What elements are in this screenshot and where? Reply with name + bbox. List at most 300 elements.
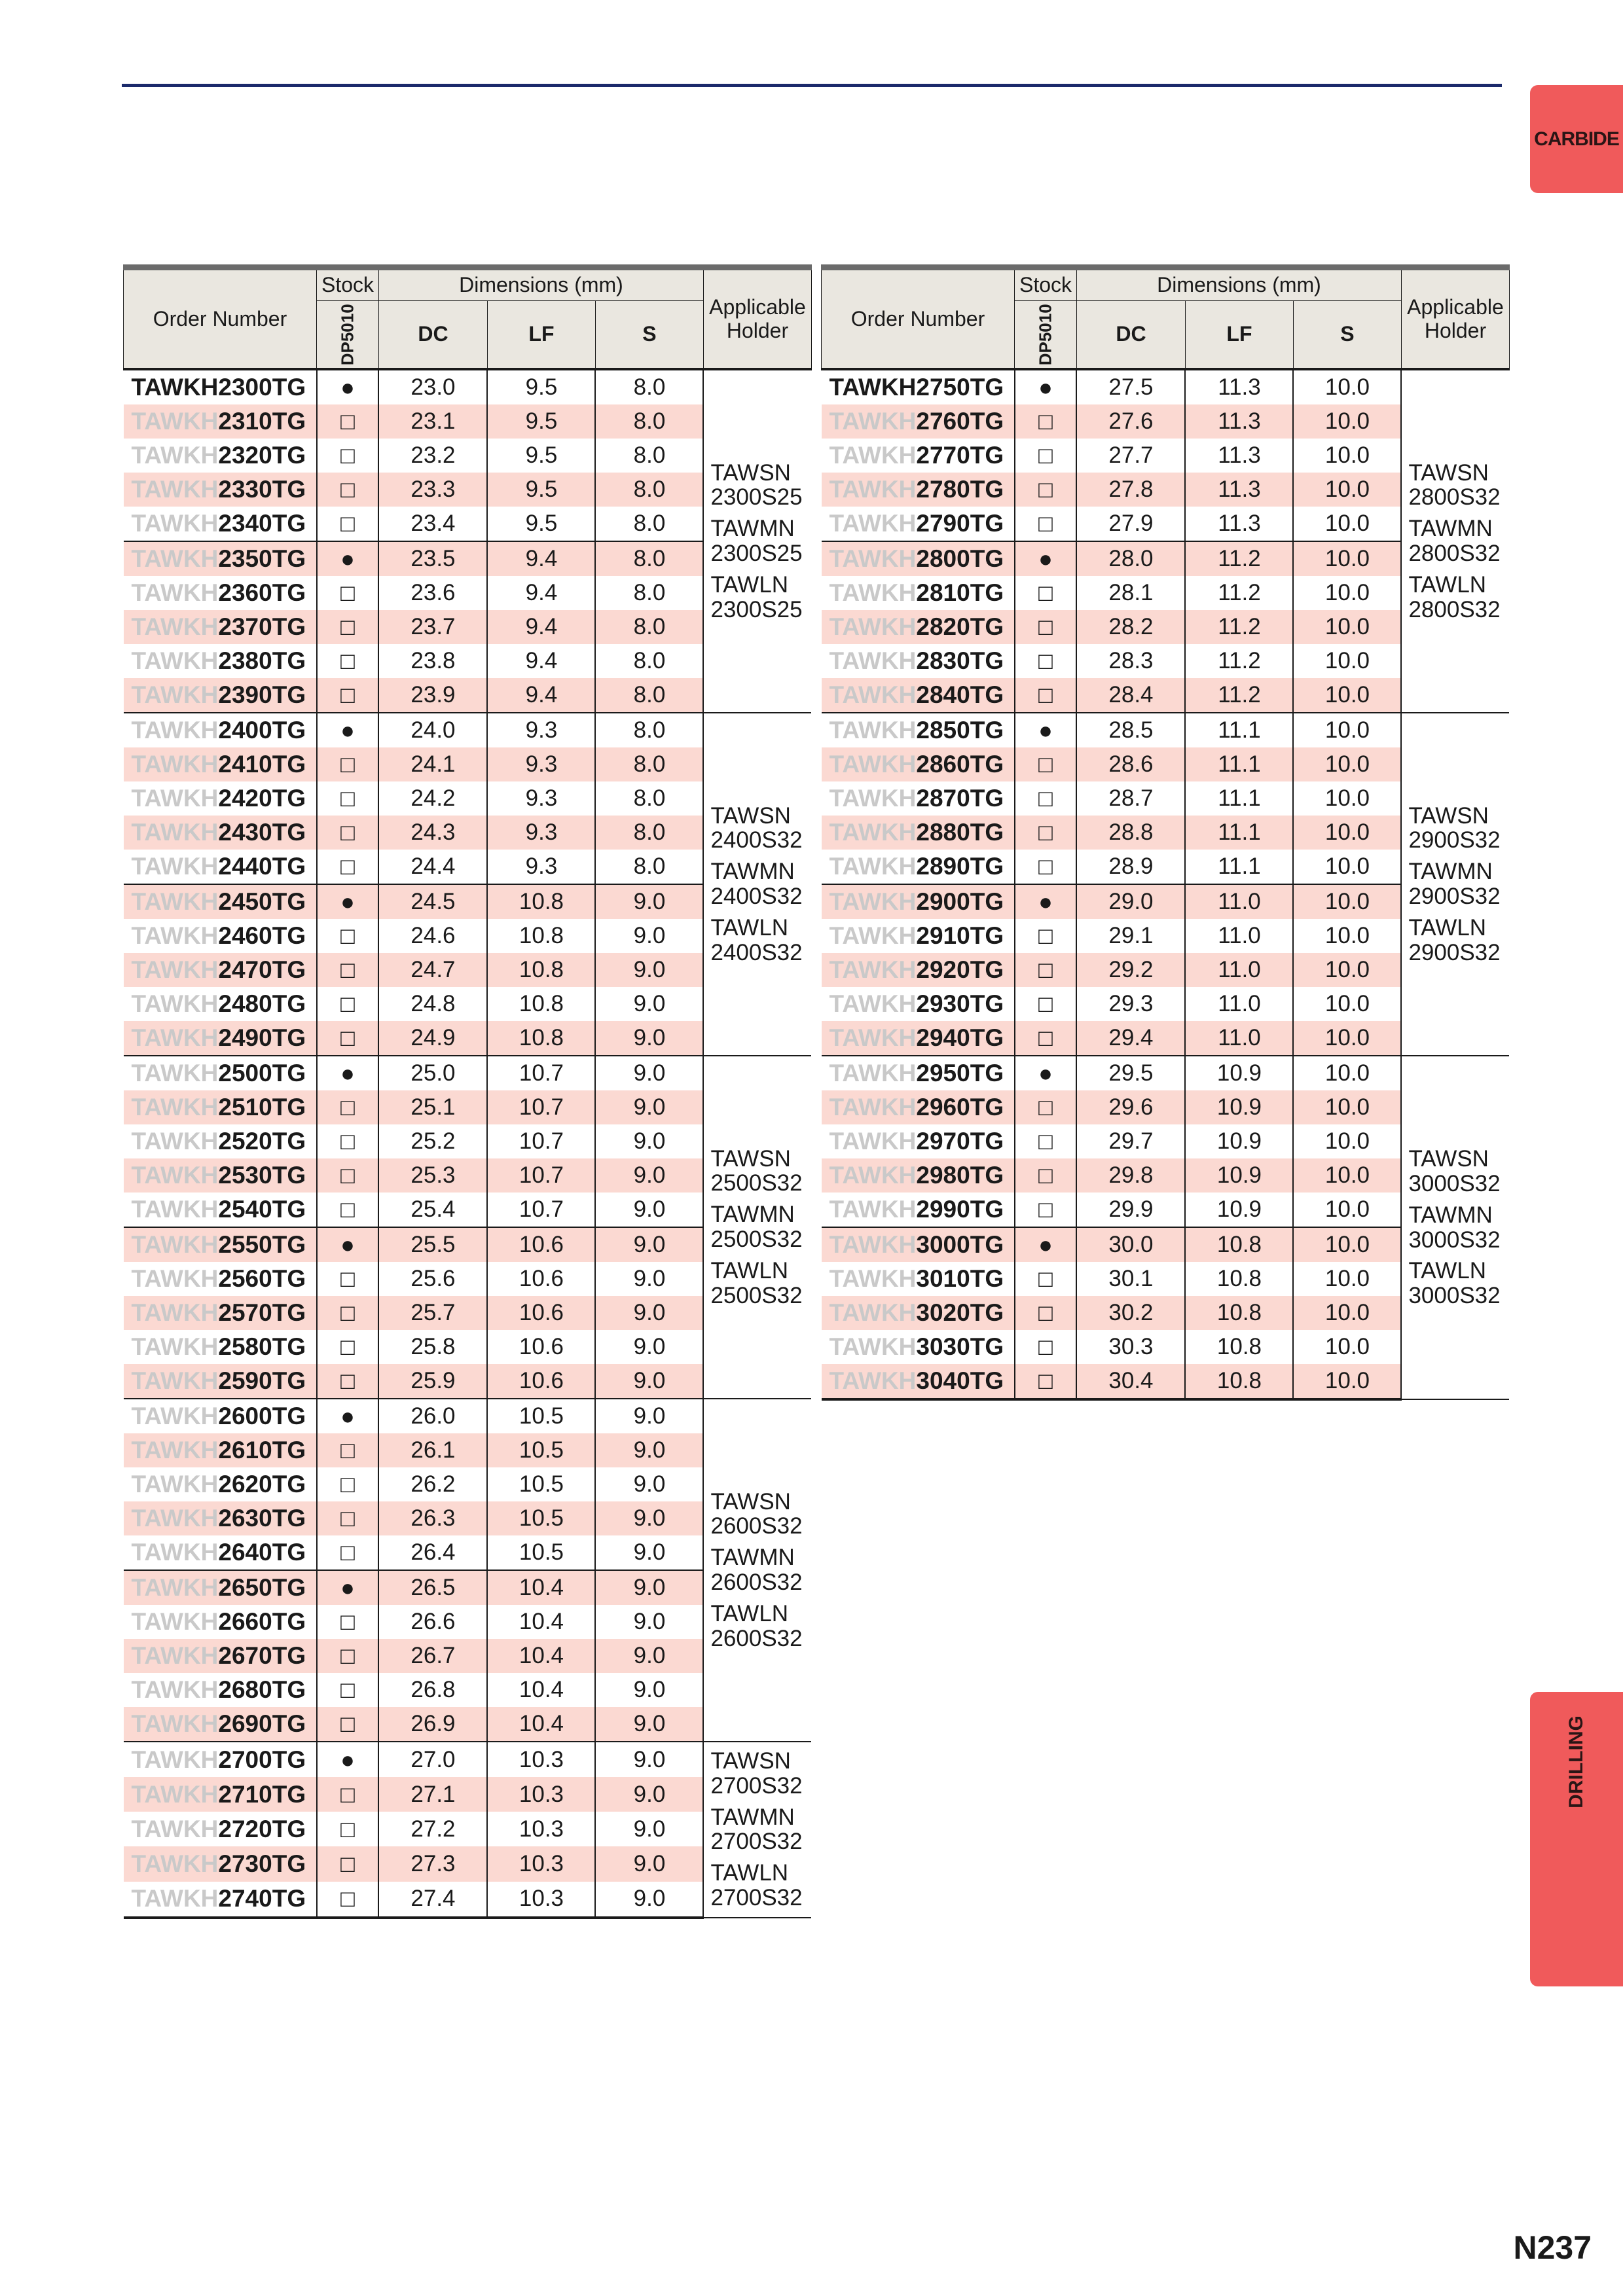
- order-suffix: 2490TG: [218, 1024, 306, 1051]
- right-table-body: [822, 369, 1510, 1399]
- stock-cell: □: [317, 1193, 379, 1227]
- order-prefix: TAWKH: [131, 579, 219, 606]
- lf-cell: 11.3: [1185, 369, 1293, 404]
- stock-cell: □: [317, 1467, 379, 1501]
- order-suffix: 2850TG: [916, 717, 1004, 744]
- stock-cell: □: [317, 439, 379, 473]
- dc-cell: 24.5: [378, 884, 487, 919]
- order-suffix: 2300TG: [218, 374, 306, 401]
- stock-cell: □: [317, 1812, 379, 1846]
- stock-cell: □: [317, 1296, 379, 1330]
- s-cell: 10.0: [1293, 850, 1401, 884]
- holder-name: TAWLN 2500S32: [710, 1257, 803, 1308]
- stock-cell: □: [317, 953, 379, 987]
- s-cell: 9.0: [595, 1296, 703, 1330]
- lf-cell: 10.6: [487, 1330, 595, 1364]
- order-prefix: TAWKH: [829, 819, 917, 846]
- stock-cell: □: [1015, 987, 1077, 1021]
- stock-cell: □: [317, 1707, 379, 1742]
- stock-cell: □: [1015, 1090, 1077, 1124]
- holder-name: TAWMN 2500S32: [710, 1202, 803, 1252]
- order-prefix: TAWKH: [829, 853, 917, 880]
- s-cell: 9.0: [595, 1124, 703, 1158]
- dc-cell: 26.8: [378, 1673, 487, 1707]
- s-cell: 10.0: [1293, 610, 1401, 644]
- order-number-cell: [124, 541, 317, 576]
- s-cell: 10.0: [1293, 1056, 1401, 1090]
- s-cell: 8.0: [595, 404, 703, 439]
- order-suffix: 2740TG: [218, 1885, 306, 1912]
- dc-cell: 25.6: [378, 1262, 487, 1296]
- s-cell: 9.0: [595, 1570, 703, 1605]
- holder-name: TAWLN 2400S32: [710, 914, 803, 965]
- lf-cell: 10.8: [487, 884, 595, 919]
- stock-cell: ●: [317, 1399, 379, 1433]
- order-suffix: 2870TG: [916, 785, 1004, 812]
- order-suffix: 2720TG: [218, 1815, 306, 1842]
- order-number-cell: [822, 1158, 1015, 1193]
- applicable-holder-cell: [703, 1056, 811, 1399]
- s-cell: 9.0: [595, 1262, 703, 1296]
- order-prefix: TAWKH: [829, 990, 917, 1017]
- order-suffix: 2500TG: [218, 1060, 306, 1086]
- order-prefix: TAWKH: [131, 1608, 219, 1635]
- lf-cell: 9.5: [487, 507, 595, 541]
- order-prefix: TAWKH: [829, 1094, 917, 1121]
- stock-cell: □: [317, 1090, 379, 1124]
- order-prefix: TAWKH: [829, 476, 917, 503]
- order-prefix: TAWKH: [131, 1676, 219, 1703]
- order-prefix: TAWKH: [131, 545, 219, 572]
- order-number-cell: [822, 953, 1015, 987]
- holder-name: TAWSN 2900S32: [1408, 802, 1501, 853]
- order-suffix: 2320TG: [218, 442, 306, 469]
- s-cell: 8.0: [595, 850, 703, 884]
- dc-cell: 24.3: [378, 816, 487, 850]
- order-prefix: TAWKH: [829, 1299, 917, 1326]
- lf-cell: 9.3: [487, 781, 595, 816]
- order-number-cell: [124, 1673, 317, 1707]
- lf-header: LF: [1185, 301, 1293, 370]
- dc-cell: 25.8: [378, 1330, 487, 1364]
- s-cell: 8.0: [595, 610, 703, 644]
- order-number-cell: [822, 644, 1015, 678]
- lf-cell: 9.4: [487, 610, 595, 644]
- stock-cell: □: [1015, 919, 1077, 953]
- order-suffix: 2400TG: [218, 717, 306, 744]
- order-number-cell: [822, 473, 1015, 507]
- order-suffix: 2950TG: [916, 1060, 1004, 1086]
- dc-cell: 27.0: [378, 1742, 487, 1777]
- s-cell: 9.0: [595, 1399, 703, 1433]
- dc-cell: 29.7: [1076, 1124, 1185, 1158]
- order-suffix: 2420TG: [218, 785, 306, 812]
- order-suffix: 2920TG: [916, 956, 1004, 983]
- stock-cell: □: [1015, 1296, 1077, 1330]
- order-number-cell: [124, 816, 317, 850]
- s-cell: 8.0: [595, 473, 703, 507]
- order-prefix: TAWKH: [829, 751, 917, 778]
- order-suffix: 2820TG: [916, 613, 1004, 640]
- lf-cell: 11.0: [1185, 1021, 1293, 1056]
- order-prefix: TAWKH: [131, 1710, 219, 1737]
- dc-cell: 30.1: [1076, 1262, 1185, 1296]
- lf-cell: 11.2: [1185, 541, 1293, 576]
- lf-cell: 10.5: [487, 1399, 595, 1433]
- order-suffix: 2980TG: [916, 1162, 1004, 1189]
- s-cell: 10.0: [1293, 1193, 1401, 1227]
- dc-cell: 25.2: [378, 1124, 487, 1158]
- dc-cell: 30.3: [1076, 1330, 1185, 1364]
- holder-name: TAWMN 2800S32: [1408, 516, 1501, 566]
- applicable-holder-cell: [1401, 1056, 1509, 1399]
- order-prefix: TAWKH: [131, 1162, 219, 1189]
- s-cell: 9.0: [595, 1777, 703, 1812]
- dc-header: DC: [378, 301, 487, 370]
- order-number-cell: [822, 850, 1015, 884]
- stock-cell: □: [1015, 439, 1077, 473]
- order-number-cell: [822, 1090, 1015, 1124]
- holder-name: TAWSN 2400S32: [710, 802, 803, 853]
- s-cell: 9.0: [595, 1812, 703, 1846]
- lf-cell: 11.1: [1185, 713, 1293, 747]
- stock-header: Stock: [1015, 268, 1077, 301]
- stock-cell: □: [1015, 1330, 1077, 1364]
- lf-cell: 11.0: [1185, 987, 1293, 1021]
- order-number-cell: [822, 713, 1015, 747]
- order-prefix: TAWKH: [131, 751, 219, 778]
- order-suffix: 2690TG: [218, 1710, 306, 1737]
- stock-cell: ●: [1015, 541, 1077, 576]
- s-cell: 10.0: [1293, 816, 1401, 850]
- holder-name: TAWSN 2300S25: [710, 459, 803, 511]
- order-prefix: TAWKH: [131, 510, 219, 537]
- order-prefix: TAWKH: [829, 1265, 917, 1292]
- stock-cell: ●: [317, 1742, 379, 1777]
- order-number-cell: [822, 1193, 1015, 1227]
- dc-cell: 26.7: [378, 1639, 487, 1673]
- order-number-cell: [124, 1330, 317, 1364]
- lf-cell: 9.5: [487, 439, 595, 473]
- lf-cell: 10.3: [487, 1777, 595, 1812]
- dc-cell: 24.7: [378, 953, 487, 987]
- dc-cell: 29.0: [1076, 884, 1185, 919]
- order-number-cell: [124, 1777, 317, 1812]
- order-suffix: 2990TG: [916, 1196, 1004, 1223]
- s-cell: 8.0: [595, 439, 703, 473]
- s-cell: 8.0: [595, 781, 703, 816]
- order-number-cell: [124, 1707, 317, 1742]
- s-cell: 9.0: [595, 1501, 703, 1535]
- dc-cell: 23.4: [378, 507, 487, 541]
- s-cell: 9.0: [595, 1364, 703, 1399]
- order-prefix: TAWKH: [131, 647, 219, 674]
- holder-name: TAWSN 2600S32: [710, 1488, 803, 1539]
- lf-cell: 11.1: [1185, 816, 1293, 850]
- order-number-cell: [124, 1399, 317, 1433]
- stock-cell: ●: [317, 1056, 379, 1090]
- lf-cell: 10.3: [487, 1812, 595, 1846]
- order-prefix: TAWKH: [829, 1060, 917, 1086]
- stock-cell: □: [1015, 850, 1077, 884]
- order-suffix: 2750TG: [916, 374, 1004, 401]
- order-prefix: TAWKH: [829, 408, 917, 435]
- order-suffix: 2790TG: [916, 510, 1004, 537]
- lf-cell: 9.4: [487, 678, 595, 713]
- s-cell: 9.0: [595, 1158, 703, 1193]
- stock-cell: □: [1015, 610, 1077, 644]
- holder-name: TAWSN 2500S32: [710, 1145, 803, 1196]
- order-suffix: 2960TG: [916, 1094, 1004, 1121]
- dc-cell: 28.1: [1076, 576, 1185, 610]
- dc-cell: 23.5: [378, 541, 487, 576]
- order-number-cell: [124, 919, 317, 953]
- order-number-cell: [124, 369, 317, 404]
- order-suffix: 3020TG: [916, 1299, 1004, 1326]
- stock-cell: □: [1015, 816, 1077, 850]
- order-number-cell: [124, 1262, 317, 1296]
- s-cell: 8.0: [595, 507, 703, 541]
- stock-cell: □: [317, 1501, 379, 1535]
- dc-cell: 29.9: [1076, 1193, 1185, 1227]
- order-prefix: TAWKH: [131, 1231, 219, 1258]
- holder-name: TAWSN 2700S32: [710, 1748, 803, 1799]
- lf-cell: 10.8: [1185, 1262, 1293, 1296]
- order-number-cell: [822, 541, 1015, 576]
- order-number-cell: [124, 1364, 317, 1399]
- stock-cell: □: [1015, 1021, 1077, 1056]
- order-suffix: 2530TG: [218, 1162, 306, 1189]
- order-number-cell: [124, 713, 317, 747]
- s-cell: 10.0: [1293, 473, 1401, 507]
- order-number-cell: [124, 1296, 317, 1330]
- stock-cell: □: [317, 919, 379, 953]
- order-number-cell: [124, 1090, 317, 1124]
- stock-header: Stock: [317, 268, 379, 301]
- lf-cell: 10.4: [487, 1639, 595, 1673]
- order-suffix: 2550TG: [218, 1231, 306, 1258]
- order-suffix: 2670TG: [218, 1642, 306, 1669]
- order-suffix: 2700TG: [218, 1746, 306, 1773]
- dc-cell: 26.5: [378, 1570, 487, 1605]
- lf-cell: 10.8: [487, 953, 595, 987]
- order-number-cell: [124, 1056, 317, 1090]
- stock-cell: □: [317, 1605, 379, 1639]
- lf-cell: 10.8: [1185, 1296, 1293, 1330]
- lf-cell: 11.2: [1185, 678, 1293, 713]
- dc-cell: 28.4: [1076, 678, 1185, 713]
- holder-name: TAWLN 2800S32: [1408, 571, 1501, 622]
- order-number-cell: [822, 404, 1015, 439]
- order-suffix: 2330TG: [218, 476, 306, 503]
- order-suffix: 2680TG: [218, 1676, 306, 1703]
- lf-cell: 10.3: [487, 1882, 595, 1918]
- dc-cell: 27.5: [1076, 369, 1185, 404]
- stock-cell: ●: [317, 1227, 379, 1262]
- dc-cell: 28.0: [1076, 541, 1185, 576]
- order-prefix: TAWKH: [131, 408, 219, 435]
- stock-cell: ●: [1015, 369, 1077, 404]
- holder-name: TAWLN 2300S25: [710, 571, 803, 622]
- lf-cell: 11.3: [1185, 439, 1293, 473]
- order-number-cell: [822, 1330, 1015, 1364]
- stock-cell: □: [317, 644, 379, 678]
- dc-cell: 25.4: [378, 1193, 487, 1227]
- order-suffix: 2970TG: [916, 1128, 1004, 1155]
- order-prefix: TAWKH: [131, 785, 219, 812]
- order-suffix: 2610TG: [218, 1437, 306, 1463]
- lf-cell: 10.7: [487, 1158, 595, 1193]
- order-suffix: 2650TG: [218, 1574, 306, 1601]
- order-number-cell: [124, 1742, 317, 1777]
- s-cell: 9.0: [595, 987, 703, 1021]
- order-prefix: TAWKH: [131, 1780, 219, 1808]
- s-cell: 9.0: [595, 1021, 703, 1056]
- s-cell: 8.0: [595, 678, 703, 713]
- dc-cell: 23.3: [378, 473, 487, 507]
- order-number-cell: [822, 1296, 1015, 1330]
- order-number-cell: [124, 884, 317, 919]
- grade-header: [317, 301, 379, 370]
- dc-cell: 23.6: [378, 576, 487, 610]
- lf-cell: 10.4: [487, 1605, 595, 1639]
- dimensions-header: Dimensions (mm): [378, 268, 703, 301]
- s-cell: 10.0: [1293, 1227, 1401, 1262]
- s-cell: 10.0: [1293, 1124, 1401, 1158]
- s-cell: 10.0: [1293, 678, 1401, 713]
- stock-cell: □: [1015, 1124, 1077, 1158]
- order-prefix: TAWKH: [131, 1746, 219, 1773]
- lf-cell: 10.4: [487, 1673, 595, 1707]
- stock-cell: □: [317, 850, 379, 884]
- lf-cell: 10.7: [487, 1090, 595, 1124]
- stock-cell: ●: [317, 1570, 379, 1605]
- grade-label: DP5010: [337, 304, 357, 365]
- dc-cell: 26.1: [378, 1433, 487, 1467]
- s-cell: 10.0: [1293, 369, 1401, 404]
- stock-cell: ●: [1015, 884, 1077, 919]
- order-number-cell: [124, 850, 317, 884]
- lf-cell: 11.3: [1185, 507, 1293, 541]
- dc-cell: 28.5: [1076, 713, 1185, 747]
- s-cell: 10.0: [1293, 439, 1401, 473]
- order-number-cell: [124, 1882, 317, 1918]
- order-number-cell: [124, 1605, 317, 1639]
- order-number-header: Order Number: [124, 268, 317, 370]
- left-table-body: [124, 369, 812, 1918]
- s-cell: 9.0: [595, 919, 703, 953]
- lf-cell: 10.7: [487, 1056, 595, 1090]
- stock-cell: □: [1015, 473, 1077, 507]
- stock-cell: □: [317, 1535, 379, 1570]
- order-suffix: 2900TG: [916, 888, 1004, 915]
- order-number-cell: [124, 507, 317, 541]
- order-number-cell: [124, 1227, 317, 1262]
- stock-cell: □: [1015, 1158, 1077, 1193]
- lf-cell: 10.6: [487, 1227, 595, 1262]
- dc-cell: 29.8: [1076, 1158, 1185, 1193]
- s-cell: 10.0: [1293, 953, 1401, 987]
- holder-name: TAWLN 2900S32: [1408, 914, 1501, 965]
- order-prefix: TAWKH: [131, 1815, 219, 1842]
- dc-cell: 26.2: [378, 1467, 487, 1501]
- s-cell: 9.0: [595, 1090, 703, 1124]
- holder-name: TAWLN 2700S32: [710, 1860, 803, 1910]
- order-prefix: TAWKH: [131, 1265, 219, 1292]
- s-cell: 10.0: [1293, 781, 1401, 816]
- dc-cell: 25.1: [378, 1090, 487, 1124]
- holder-name: TAWMN 3000S32: [1408, 1202, 1501, 1253]
- dc-cell: 24.9: [378, 1021, 487, 1056]
- order-prefix: TAWKH: [829, 374, 917, 401]
- stock-cell: □: [1015, 404, 1077, 439]
- order-prefix: TAWKH: [131, 1403, 219, 1429]
- stock-cell: □: [317, 1639, 379, 1673]
- s-cell: 8.0: [595, 816, 703, 850]
- order-prefix: TAWKH: [829, 956, 917, 983]
- s-cell: 9.0: [595, 1882, 703, 1918]
- dc-cell: 29.1: [1076, 919, 1185, 953]
- order-suffix: 2940TG: [916, 1024, 1004, 1051]
- stock-cell: □: [317, 1882, 379, 1918]
- order-number-cell: [124, 1846, 317, 1881]
- order-number-cell: [822, 816, 1015, 850]
- order-prefix: TAWKH: [829, 647, 917, 674]
- order-suffix: 2450TG: [218, 888, 306, 915]
- applicable-holder-header: Applicable Holder: [1401, 268, 1509, 370]
- lf-cell: 9.4: [487, 576, 595, 610]
- dc-cell: 28.9: [1076, 850, 1185, 884]
- lf-cell: 11.0: [1185, 953, 1293, 987]
- stock-cell: ●: [317, 884, 379, 919]
- dc-cell: 24.2: [378, 781, 487, 816]
- order-number-cell: [124, 1467, 317, 1501]
- carbide-tab-label: CARBIDE: [1534, 128, 1619, 150]
- order-number-cell: [124, 1433, 317, 1467]
- dc-cell: 27.6: [1076, 404, 1185, 439]
- stock-cell: □: [317, 987, 379, 1021]
- table-row: [822, 369, 1510, 404]
- order-number-cell: [124, 781, 317, 816]
- order-prefix: TAWKH: [131, 1850, 219, 1877]
- order-number-cell: [124, 1021, 317, 1056]
- dc-cell: 24.1: [378, 747, 487, 781]
- order-prefix: TAWKH: [131, 1574, 219, 1601]
- lf-cell: 10.3: [487, 1742, 595, 1777]
- order-suffix: 2560TG: [218, 1265, 306, 1292]
- s-cell: 10.0: [1293, 644, 1401, 678]
- order-suffix: 2860TG: [916, 751, 1004, 778]
- stock-cell: □: [1015, 1262, 1077, 1296]
- lf-cell: 10.5: [487, 1433, 595, 1467]
- table-row: [822, 1056, 1510, 1090]
- s-cell: 10.0: [1293, 1364, 1401, 1399]
- table-row: [124, 1742, 812, 1777]
- order-suffix: 2380TG: [218, 647, 306, 674]
- order-suffix: 2310TG: [218, 408, 306, 435]
- order-suffix: 2390TG: [218, 681, 306, 708]
- order-number-cell: [124, 1535, 317, 1570]
- lf-cell: 10.5: [487, 1535, 595, 1570]
- stock-cell: □: [1015, 781, 1077, 816]
- order-prefix: TAWKH: [131, 1471, 219, 1498]
- stock-cell: □: [317, 747, 379, 781]
- s-cell: 10.0: [1293, 404, 1401, 439]
- table-row: [124, 369, 812, 404]
- s-header: S: [1293, 301, 1401, 370]
- grade-label: DP5010: [1035, 304, 1055, 365]
- order-number-cell: [124, 473, 317, 507]
